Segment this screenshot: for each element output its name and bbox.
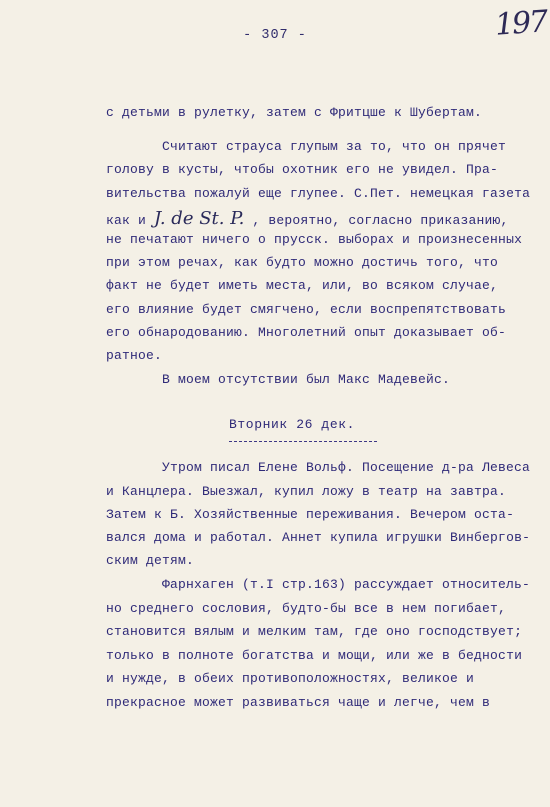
text-line: с детьми в рулетку, затем с Фритцше к Шубертам. [106, 105, 483, 120]
heading-underline [229, 441, 377, 442]
text-line: его обнародованию. Многолетний опыт доказывает об- [106, 325, 507, 340]
text-line: его влияние будет смягчено, если воспрепятствовать [106, 302, 507, 317]
text-line: Считают страуса глупым за то, что он прячет [162, 139, 507, 154]
text-line: голову в кусты, чтобы охотник его не увидел. Пра- [106, 162, 499, 177]
text-line: и нужде, в обеих противоположностях, великое и [106, 671, 475, 686]
text-line: Затем к Б. Хозяйственные переживания. Вечером оста- [106, 507, 515, 522]
text-line: факт не будет иметь места, или, во всяком случае, [106, 278, 499, 293]
text-line: при этом речах, как будто можно достичь того, что [106, 255, 499, 270]
text-line: ратное. [106, 348, 163, 363]
text-line: не печатают ничего о прусск. выборах и произнесенных [106, 232, 523, 247]
text-line: но среднего сословия, будто-бы все в нем погибает, [106, 601, 507, 616]
text-line: вался дома и работал. Аннет купила игрушки Винбергов- [106, 530, 531, 545]
handwritten-insertion: J. de St. P. [154, 208, 245, 229]
archive-number-handwritten: 197 [493, 4, 548, 43]
text-line: Утром писал Елене Вольф. Посещение д-ра Левеса [162, 460, 531, 475]
text-segment: , вероятно, согласно приказанию, [252, 213, 509, 228]
text-line: только в полноте богатства и мощи, или же в бедности [106, 648, 523, 663]
text-line: В моем отсутствии был Макс Мадевейс. [162, 372, 451, 387]
text-segment: как и [106, 213, 147, 228]
text-line: прекрасное может развиваться чаще и легче, чем в [106, 695, 491, 710]
text-line: вительства пожалуй еще глупее. С.Пет. немецкая газета [106, 186, 531, 201]
text-line-with-handwriting [106, 208, 508, 229]
date-heading: Вторник 26 дек. [229, 417, 356, 432]
text-line: становится вялым и мелким там, где оно господствует; [106, 624, 523, 639]
text-line: Фарнхаген (т.I стр.163) рассуждает относитель- [162, 577, 531, 592]
text-line: и Канцлера. Выезжал, купил ложу в театр на завтра. [106, 484, 507, 499]
text-line: ским детям. [106, 553, 195, 568]
page-number: - 307 - [243, 28, 307, 43]
